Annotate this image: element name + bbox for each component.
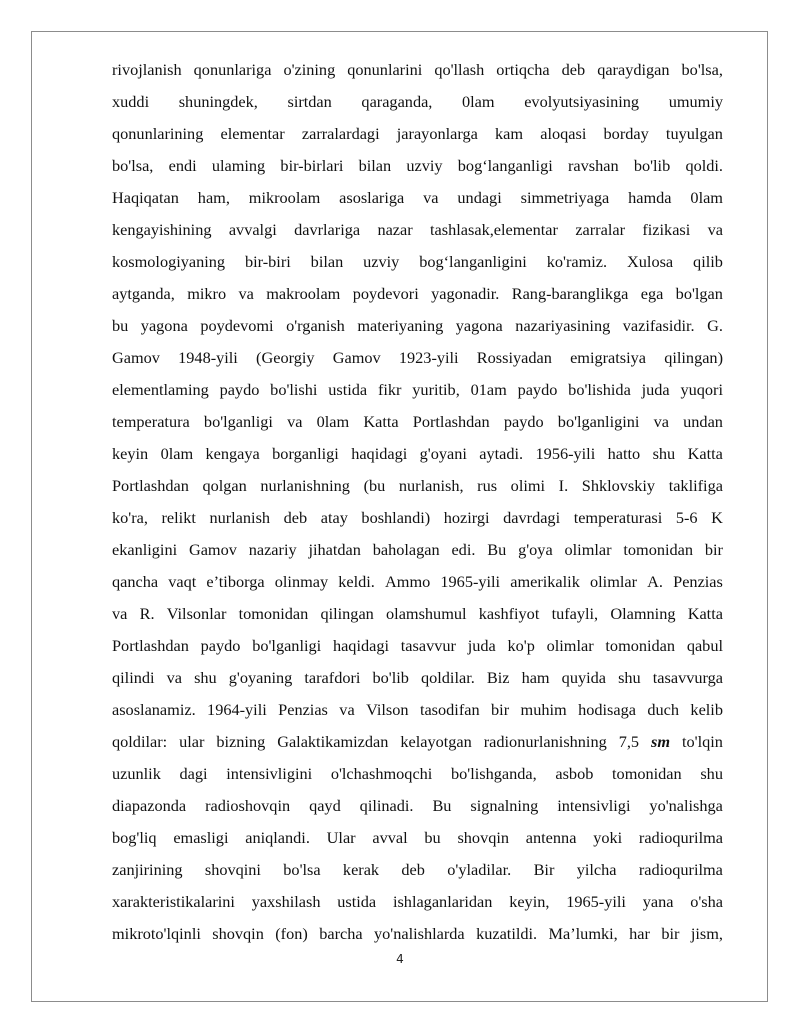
word: poydevori [352, 284, 419, 303]
word: antenna [525, 828, 577, 847]
word: bo'lgan [675, 284, 723, 303]
word: xarakteristikalarini [112, 892, 235, 911]
word: uzviy [363, 252, 400, 271]
word: yaxshilash [251, 892, 321, 911]
word: olinmay [274, 572, 329, 591]
word: relikt [161, 508, 196, 527]
word: 1948-yili [178, 348, 238, 367]
word: bo'lib [633, 156, 671, 175]
word: qilingan [320, 604, 374, 623]
word: intensivligi [557, 796, 631, 815]
word: A. [647, 572, 663, 591]
word: olamshumul [386, 604, 467, 623]
word: (fon) [275, 924, 308, 943]
word: o'lchashmoqchi [330, 764, 433, 783]
word: radioqurilma [638, 860, 723, 879]
text-line [112, 214, 723, 246]
word: tomonidan [605, 636, 676, 655]
word: ustida [328, 380, 368, 399]
word: deb [283, 508, 308, 527]
word: materiyaning [357, 316, 444, 335]
word: 7,5 [618, 732, 640, 751]
word: to'lqin [681, 732, 723, 751]
word: haqidagi [332, 636, 389, 655]
text-line [112, 310, 723, 342]
word: nurlanishning [260, 476, 350, 495]
word: qonunlarini [347, 60, 423, 79]
word: Biz [486, 668, 510, 687]
word: mikro [187, 284, 227, 303]
word: tomonidan [238, 604, 309, 623]
word: elementlaming [112, 380, 209, 399]
word: amerikalik [510, 572, 580, 591]
word: Portlashdan [112, 636, 189, 655]
word: ham, [197, 188, 230, 207]
word: qilindi [112, 668, 155, 687]
word: 1965-yili [440, 572, 501, 591]
word: bo'lishida [568, 380, 631, 399]
text-line [112, 918, 723, 950]
word: har [629, 924, 650, 943]
word: (Georgiy [256, 348, 315, 367]
word: o'yladilar. [447, 860, 512, 879]
word: sirtdan [287, 92, 332, 111]
text-line [112, 534, 723, 566]
word: shu [700, 764, 723, 783]
word: Rossiyadan [476, 348, 552, 367]
word: Vilson [366, 700, 409, 719]
text-line [112, 566, 723, 598]
word: uzunlik [112, 764, 161, 783]
word: g'oyani [419, 444, 467, 463]
word: Katta [687, 604, 723, 623]
word: Gamov [112, 348, 160, 367]
word: emigratsiya [570, 348, 647, 367]
page-number: 4 [396, 952, 404, 966]
word: qoldi. [685, 156, 723, 175]
text-line [112, 470, 723, 502]
word: yuqori [680, 380, 723, 399]
word: asoslariga [339, 188, 405, 207]
word: kashfiyot [478, 604, 540, 623]
word: 0lam [690, 188, 723, 207]
word: mikroolam [248, 188, 321, 207]
word: Galaktikamizdan [277, 732, 389, 751]
word: umumiy [668, 92, 723, 111]
word: yagonadir. [431, 284, 500, 303]
word: avvalgi [228, 220, 277, 239]
word: shu [652, 444, 676, 463]
text-line [112, 438, 723, 470]
text-line [112, 630, 723, 662]
word: bilan [358, 156, 392, 175]
word: Penzias [673, 572, 723, 591]
word: shu [194, 668, 217, 687]
text-line [112, 790, 723, 822]
text-line [112, 662, 723, 694]
word: va [707, 220, 723, 239]
word: Shklovskiy [581, 476, 656, 495]
text-line [112, 854, 723, 886]
word: va [653, 412, 669, 431]
word: shovqin [457, 828, 510, 847]
word: borganligi [272, 444, 339, 463]
word: yagona [455, 316, 503, 335]
word: jism, [690, 924, 723, 943]
word: qoldilar: [112, 732, 168, 751]
word: Xulosa [627, 252, 674, 271]
word: radioqurilma [638, 828, 723, 847]
word: rus [477, 476, 498, 495]
word: nazar [377, 220, 413, 239]
word: qancha [112, 572, 159, 591]
text-line [112, 182, 723, 214]
word: edi. [451, 540, 476, 559]
word: qoldilar. [420, 668, 475, 687]
word: signalning [470, 796, 539, 815]
word: qilingan) [664, 348, 723, 367]
word: tashlasak,elementar [430, 220, 558, 239]
word: paydo [219, 380, 260, 399]
text-line [112, 54, 723, 86]
word: hodisaga [578, 700, 636, 719]
word: Portlashdan [412, 412, 490, 431]
word: qayd [309, 796, 341, 815]
word: zarralar [575, 220, 626, 239]
body-text [112, 54, 723, 950]
word: ortiqcha [496, 60, 550, 79]
word: ravshan [567, 156, 619, 175]
word: K [711, 508, 723, 527]
text-line [112, 726, 723, 758]
word: o'rganish [286, 316, 345, 335]
word: davrlariga [294, 220, 361, 239]
word: yo'nalishga [649, 796, 723, 815]
word: ko'p [507, 636, 535, 655]
text-line [112, 694, 723, 726]
word: o'sha [690, 892, 723, 911]
word: tomonidan [612, 764, 682, 783]
word: Haqiqatan [112, 188, 179, 207]
word: undan [683, 412, 723, 431]
word: qaraydigan [597, 60, 670, 79]
word: elementar [220, 124, 285, 143]
word: bilan [310, 252, 344, 271]
text-line [112, 822, 723, 854]
word: haqidagi [351, 444, 408, 463]
word: qaraganda, [361, 92, 433, 111]
word: tuyulgan [665, 124, 723, 143]
word: bog‘langanligi [457, 156, 553, 175]
word: (bu [363, 476, 386, 495]
word: va [166, 668, 182, 687]
word: poydevomi [200, 316, 274, 335]
word: avval [372, 828, 408, 847]
word: quyida [561, 668, 606, 687]
word: bo'lsa, [112, 156, 154, 175]
word: juda [641, 380, 670, 399]
word: bo'lsa [283, 860, 321, 879]
word: ega [640, 284, 664, 303]
unit-label: sm [651, 732, 671, 751]
word: hozirgi [443, 508, 490, 527]
word: kerak [342, 860, 380, 879]
word: aniqlandi. [245, 828, 310, 847]
word: temperatura [112, 412, 190, 431]
word: yuritib, [412, 380, 460, 399]
word: olimi [510, 476, 546, 495]
word: keyin [112, 444, 149, 463]
word: ekanligini [112, 540, 178, 559]
word: Bir [533, 860, 555, 879]
word: bo'lib [372, 668, 409, 687]
word: Portlashdan [112, 476, 189, 495]
word: tufayli, [551, 604, 599, 623]
word: shu [618, 668, 641, 687]
word: g'oya [518, 540, 553, 559]
word: yilcha [576, 860, 617, 879]
word: tasavvur [400, 636, 456, 655]
word: jarayonlarga [396, 124, 478, 143]
word: I. [558, 476, 569, 495]
word: yagona [140, 316, 188, 335]
word: hatto [607, 444, 641, 463]
word: nazariyasining [515, 316, 611, 335]
word: nazariy [248, 540, 297, 559]
word: 01am [470, 380, 507, 399]
word: tomonidan [623, 540, 694, 559]
word: barcha [319, 924, 363, 943]
word: Vilsonlar [166, 604, 227, 623]
word: deb [561, 60, 586, 79]
word: ishlaganlaridan [392, 892, 493, 911]
word: paydo [517, 380, 558, 399]
word: mikroto'lqinli [112, 924, 201, 943]
word: 1923-yili [398, 348, 459, 367]
word: borday [603, 124, 649, 143]
text-line [112, 278, 723, 310]
word: xuddi [112, 92, 150, 111]
word: bo'lganligi [203, 412, 273, 431]
word: olimlar [564, 540, 612, 559]
word: temperaturasi [573, 508, 663, 527]
word: kosmologiyaning [112, 252, 226, 271]
word: bo'lsa, [681, 60, 723, 79]
word: bizning [216, 732, 266, 751]
word: Bu [487, 540, 507, 559]
word: bo'lishi [270, 380, 318, 399]
word: va [238, 284, 254, 303]
word: o'zining [283, 60, 336, 79]
word: va [423, 188, 439, 207]
word: R. [139, 604, 155, 623]
word: bir [491, 700, 510, 719]
word: paydo [503, 412, 544, 431]
word: Rang-baranglikga [511, 284, 629, 303]
text-line [112, 598, 723, 630]
word: 1956-yili [535, 444, 596, 463]
word: yana [642, 892, 674, 911]
word: va [287, 412, 303, 431]
word: ulaming [211, 156, 266, 175]
word: vaqt [168, 572, 197, 591]
word: taklifiga [668, 476, 723, 495]
word: zarralardagi [301, 124, 380, 143]
text-line [112, 118, 723, 150]
text-line [112, 758, 723, 790]
word: muhim [520, 700, 567, 719]
word: tasodifan [419, 700, 480, 719]
word: bo'lganligini [557, 412, 640, 431]
word: Gamov [332, 348, 381, 367]
word: tasavvurga [652, 668, 723, 687]
word: Katta [363, 412, 399, 431]
word: Ma’lumki, [548, 924, 618, 943]
word: nurlanish, [398, 476, 464, 495]
text-line [112, 886, 723, 918]
word: g'oyaning [228, 668, 293, 687]
word: shovqin [212, 924, 264, 943]
word: makroolam [266, 284, 341, 303]
word: 0lam [462, 92, 495, 111]
word: bo'lganligi [252, 636, 322, 655]
word: kelib [690, 700, 723, 719]
word: dagi [179, 764, 208, 783]
word: hamda [628, 188, 672, 207]
word: bog'liq [112, 828, 157, 847]
word: 0lam [160, 444, 194, 463]
word: ustida [337, 892, 377, 911]
word: 1964-yili [207, 700, 267, 719]
word: aloqasi [540, 124, 587, 143]
word: olimlar [590, 572, 638, 591]
word: diapazonda [112, 796, 187, 815]
word: tarafdori [304, 668, 361, 687]
word: fikr [377, 380, 402, 399]
word: va [112, 604, 128, 623]
text-line [112, 342, 723, 374]
word: asbob [555, 764, 594, 783]
word: intensivligini [226, 764, 313, 783]
word: zanjirining [112, 860, 183, 879]
word: boshlandi) [361, 508, 431, 527]
word: yo'nalishlarda [374, 924, 465, 943]
word: ham [521, 668, 550, 687]
word: uzviy [406, 156, 443, 175]
word: qilinadi. [359, 796, 414, 815]
word: ular [179, 732, 205, 751]
word: va [339, 700, 355, 719]
word: endi [168, 156, 197, 175]
word: 5-6 [675, 508, 698, 527]
word: Bu [432, 796, 452, 815]
word: qabul [686, 636, 723, 655]
word: evolyutsiyasining [524, 92, 640, 111]
text-line [112, 150, 723, 182]
word: bu [112, 316, 129, 335]
word: 0lam [316, 412, 350, 431]
word: qilib [693, 252, 723, 271]
word: bir [704, 540, 723, 559]
word: deb [401, 860, 425, 879]
word: kam [495, 124, 524, 143]
word: simmetriyaga [520, 188, 610, 207]
word: nurlanish [209, 508, 271, 527]
word: kengayishining [112, 220, 212, 239]
word: radioshovqin [205, 796, 291, 815]
word: qonunlarining [112, 124, 204, 143]
text-line [112, 86, 723, 118]
word: emasligi [173, 828, 229, 847]
word: davrdagi [503, 508, 561, 527]
word: fizikasi [642, 220, 691, 239]
word: Ammo [385, 572, 431, 591]
word: bu [424, 828, 441, 847]
word: asoslanamiz. [112, 700, 196, 719]
word: atay [320, 508, 348, 527]
word: qonunlariga [193, 60, 272, 79]
word: qolgan [202, 476, 247, 495]
word: baholagan [372, 540, 440, 559]
word: juda [467, 636, 496, 655]
word: shovqini [204, 860, 261, 879]
word: bir-birlari [280, 156, 344, 175]
word: ko'ramiz. [546, 252, 608, 271]
text-line [112, 374, 723, 406]
word: bir [661, 924, 680, 943]
word: olimlar [546, 636, 594, 655]
word: duch [647, 700, 680, 719]
word: Gamov [188, 540, 237, 559]
word: G. [707, 316, 723, 335]
word: kelayotgan [400, 732, 472, 751]
text-line [112, 502, 723, 534]
text-line [112, 246, 723, 278]
word: bo'lishganda, [451, 764, 537, 783]
word: Penzias [278, 700, 328, 719]
text-line [112, 406, 723, 438]
word: 1965-yili [566, 892, 626, 911]
word: qo'llash [434, 60, 485, 79]
word: Olamning [610, 604, 676, 623]
word: keldi. [338, 572, 375, 591]
word: undagi [457, 188, 502, 207]
word: rivojlanish [112, 60, 182, 79]
word: kuzatildi. [476, 924, 538, 943]
word: ko'ra, [112, 508, 148, 527]
word: radionurlanishning [483, 732, 607, 751]
word: e’tiborga [206, 572, 265, 591]
word: bog‘langanligini [419, 252, 527, 271]
word: paydo [200, 636, 241, 655]
word: jihatdan [308, 540, 361, 559]
word: yoki [593, 828, 623, 847]
word: bir-biri [244, 252, 291, 271]
word: aytganda, [112, 284, 175, 303]
word: vazifasidir. [622, 316, 695, 335]
word: Katta [687, 444, 723, 463]
word: keyin, [509, 892, 550, 911]
word: shuningdek, [178, 92, 258, 111]
word: Ular [326, 828, 356, 847]
word: aytadi. [479, 444, 524, 463]
word: kengaya [205, 444, 260, 463]
